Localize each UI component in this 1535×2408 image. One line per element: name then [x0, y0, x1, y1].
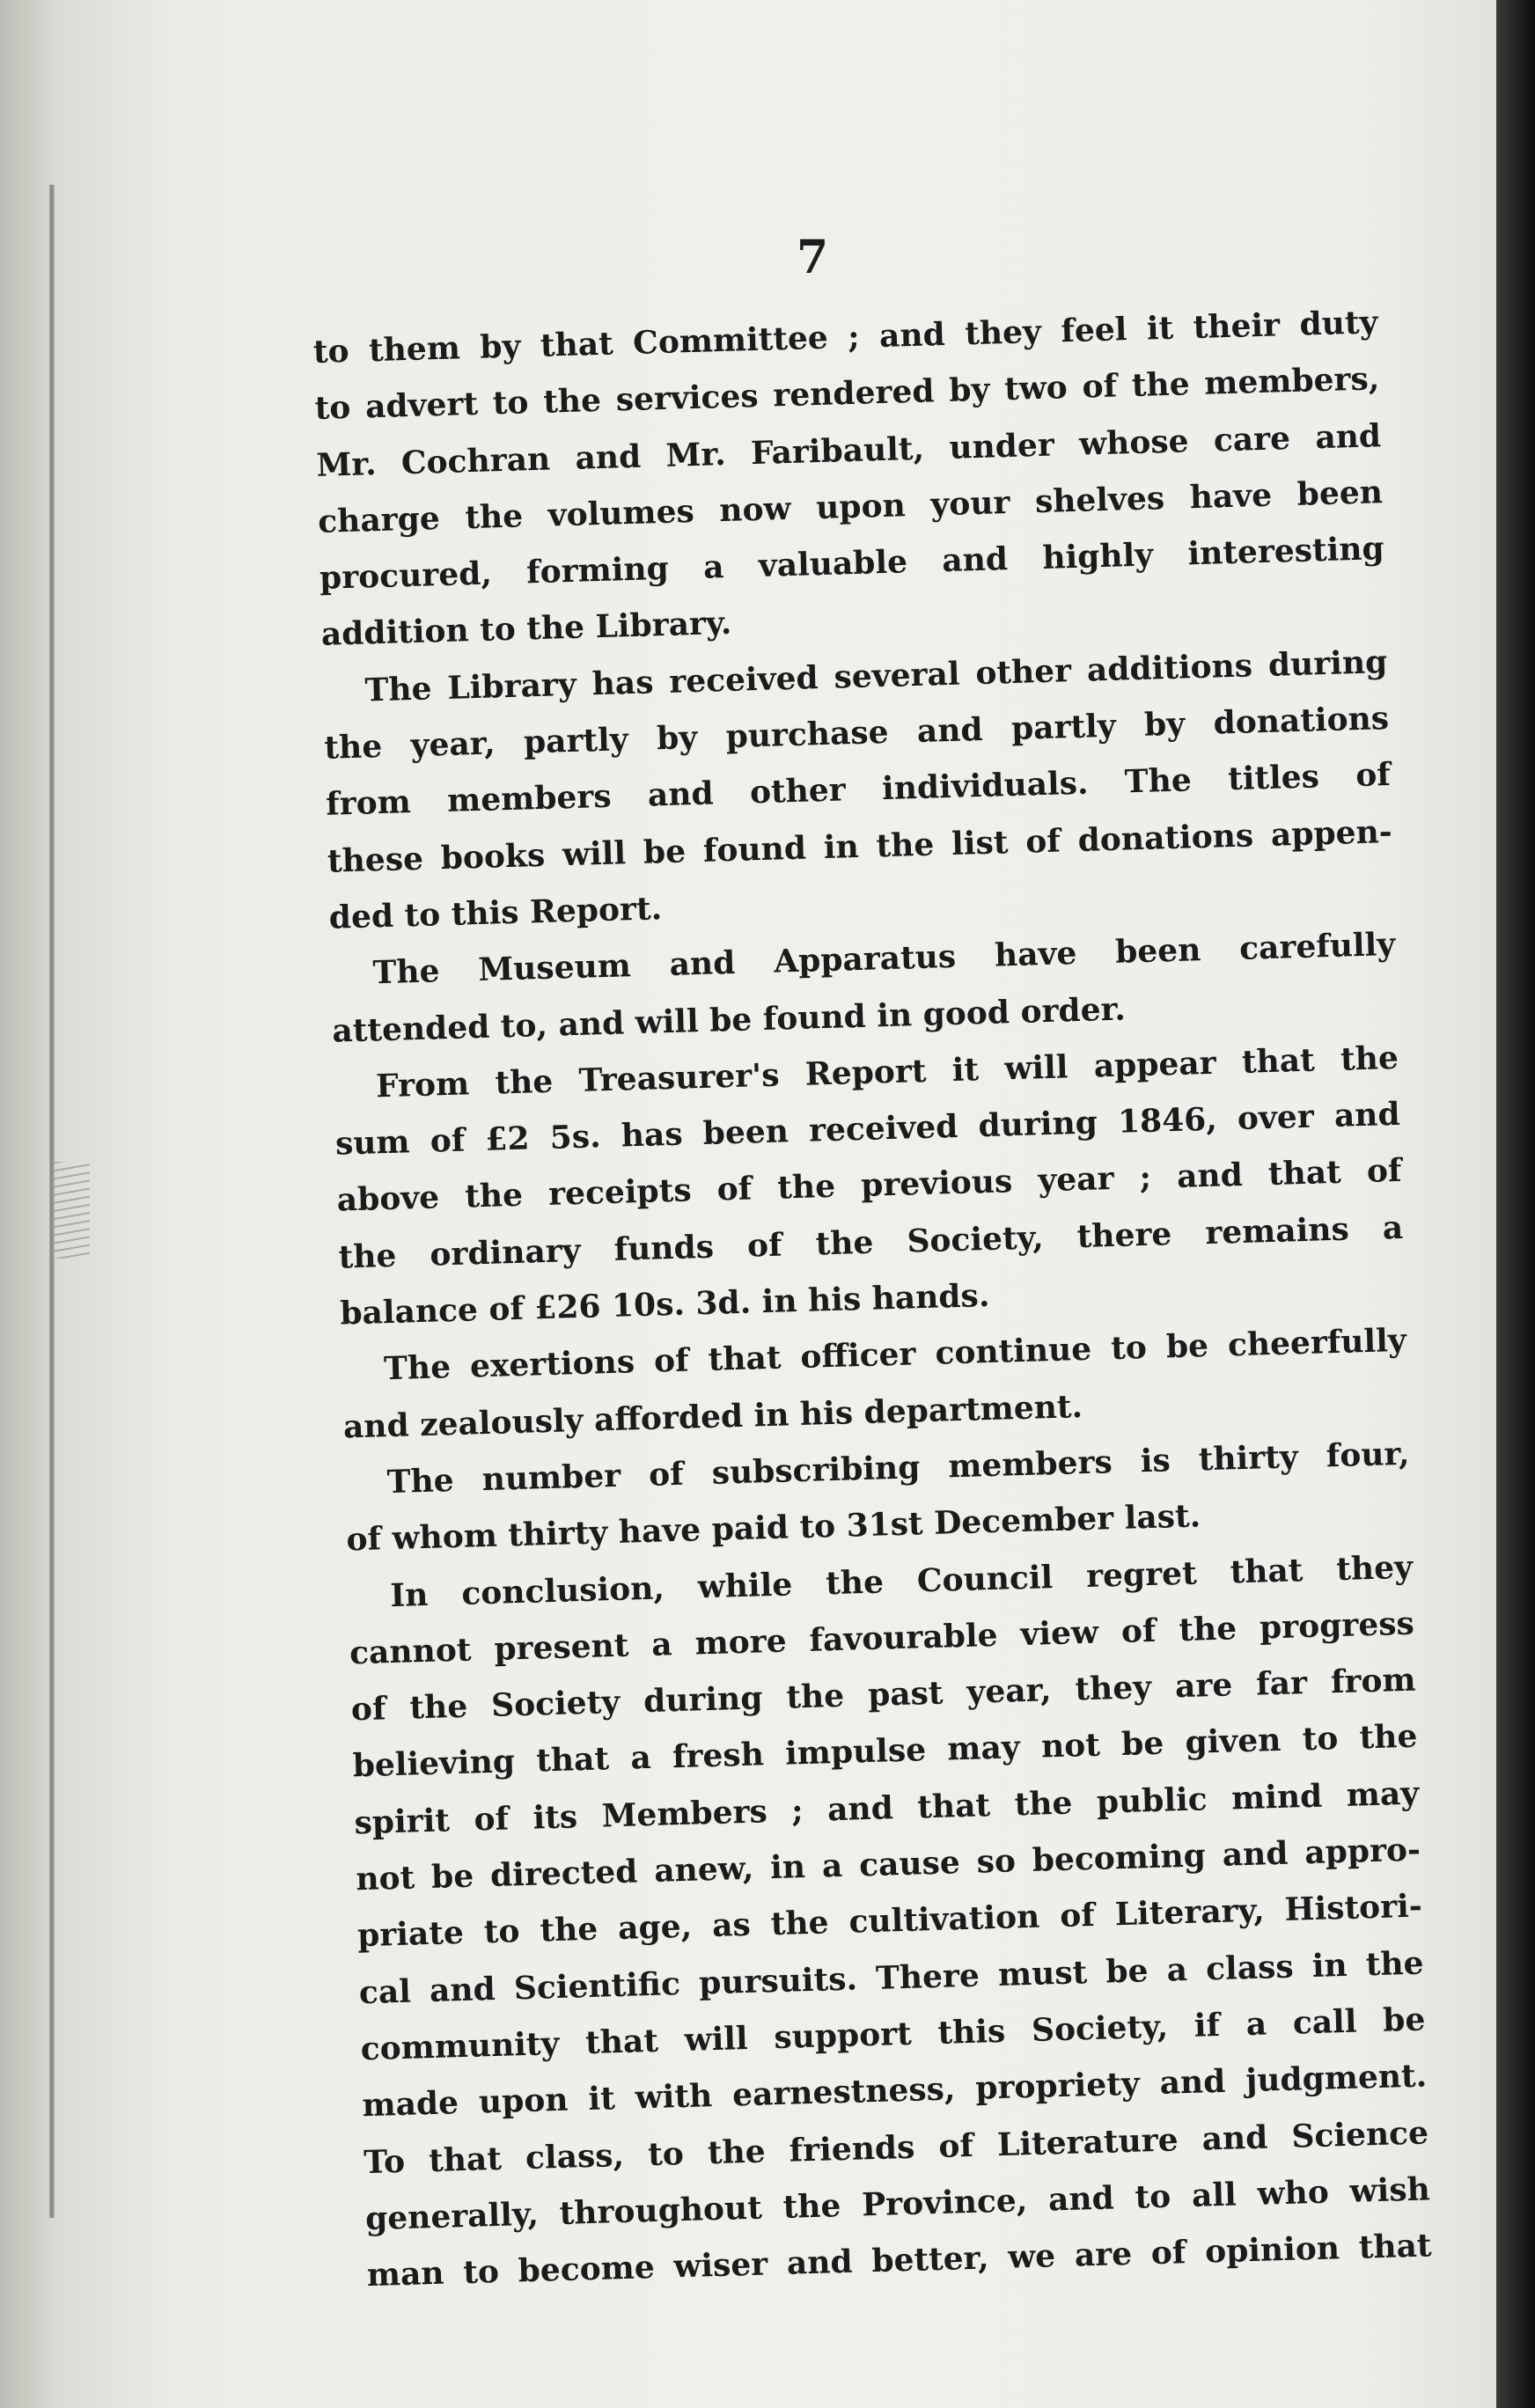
text-line: balance of £26 10s. 3d. in his hands.: [339, 1277, 990, 1332]
text-line: made upon it with earnestness, propriety and judgment.: [361, 2057, 1428, 2125]
text-line: Mr. Cochran and Mr. Faribault, under whose care and: [315, 416, 1382, 484]
text-line: spirit of its Members ; and that the public mind may: [353, 1774, 1420, 1842]
text-line: addition to the Library.: [320, 605, 732, 654]
text-line: the ordinary funds of the Society, there remains a: [338, 1208, 1404, 1276]
text-line: to advert to the services rendered by two of the members,: [314, 360, 1380, 428]
text-line: The number of subscribing members is thirty four,: [386, 1435, 1410, 1501]
text-line: attended to, and will be found in good order.: [331, 990, 1127, 1050]
text-line: and zealously afforded in his department.: [342, 1387, 1083, 1446]
text-line: not be directed anew, in a cause so becoming and appro-: [355, 1831, 1421, 1898]
scan-edge: [1496, 0, 1535, 2408]
text-line: these books will be found in the list of donations appen-: [327, 812, 1393, 880]
text-line: generally, throughout the Province, and to all who wish: [364, 2170, 1431, 2237]
text-line: to them by that Committee ; and they feel it their duty: [312, 304, 1379, 371]
body-text: [312, 294, 1432, 2303]
text-line: from members and other individuals. The titles of: [325, 756, 1392, 824]
text-line: cal and Scientific pursuits. There must be a class in the: [358, 1944, 1425, 2011]
text-line: procured, forming a valuable and highly interesting: [319, 530, 1385, 598]
text-line: man to become wiser and better, we are of opinion that: [366, 2227, 1433, 2294]
text-line: In conclusion, while the Council regret that they: [389, 1548, 1414, 1614]
text-line: community that will support this Society, if a call be: [360, 2001, 1426, 2068]
text-line: The Library has received several other additions during: [364, 642, 1388, 709]
text-line: believing that a fresh impulse may not be given to the: [352, 1718, 1418, 1785]
text-line: ded to this Report.: [328, 890, 663, 936]
text-line: priate to the age, as the cultivation of Literary, Histori-: [356, 1887, 1423, 1955]
text-line: charge the volumes now upon your shelves have been: [317, 474, 1384, 540]
text-line: of whom thirty have paid to 31st December last.: [346, 1497, 1201, 1559]
text-line: The Museum and Apparatus have been carefully: [372, 926, 1396, 992]
text-line: cannot present a more favourable view of the progress: [349, 1604, 1415, 1672]
text-line: To that class, to the friends of Literature and Science: [363, 2113, 1429, 2181]
text-line: above the receipts of the previous year ; and that of: [336, 1152, 1402, 1220]
text-line: The exertions of that officer continue to be cheerfully: [383, 1322, 1407, 1388]
page-number: 7: [797, 231, 829, 284]
text-line: the year, partly by purchase and partly by donations: [323, 700, 1390, 767]
text-line: of the Society during the past year, they are far from: [350, 1661, 1417, 1729]
binding-thread-mark: [55, 1162, 90, 1259]
text-line: From the Treasurer's Report it will appear that the: [375, 1039, 1399, 1105]
text-line: sum of £2 5s. has been received during 1846, over and: [334, 1096, 1401, 1163]
